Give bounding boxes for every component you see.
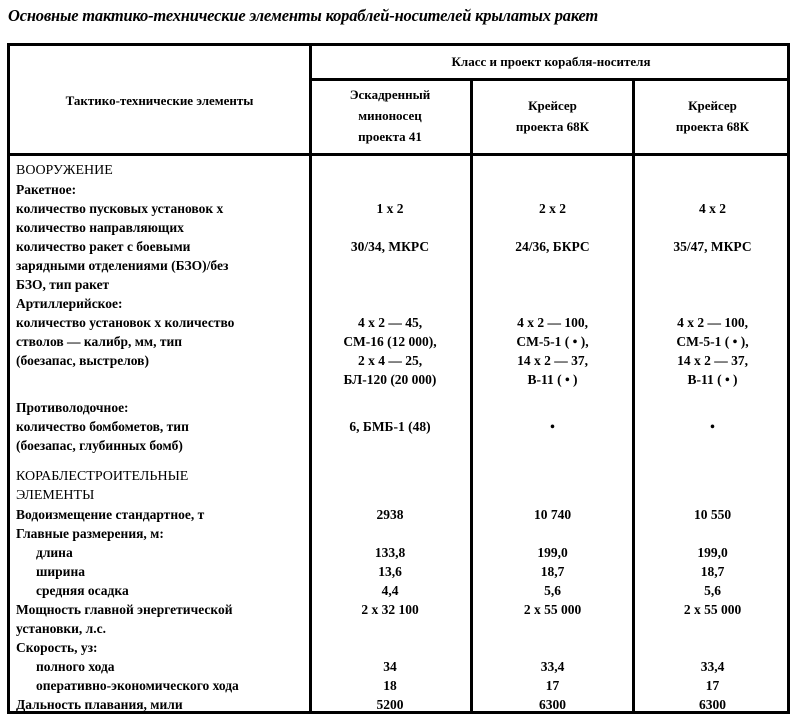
cell-value: 4 х 2 — 45, [357, 315, 423, 330]
row-label: полного хода [36, 659, 115, 674]
header-ship-1 [310, 84, 470, 147]
cell-value: 17 [705, 678, 720, 693]
cell-value: 6, БМБ-1 (48) [349, 419, 431, 434]
row-label: количество ракет с боевыми [16, 239, 191, 254]
row-label: количество направляющих [16, 220, 184, 235]
header-line: проекта 68К [515, 119, 590, 134]
header-elements: Тактико-технические элементы [65, 93, 254, 108]
row-label: оперативно-экономического хода [36, 678, 239, 693]
cell-value: В-11 ( • ) [527, 372, 578, 387]
cell-value: 34 [383, 659, 397, 674]
header-ship-class-group: Класс и проект корабля-носителя [451, 54, 651, 69]
cell-value: 35/47, МКРС [673, 239, 752, 254]
row-label: зарядными отделениями (БЗО)/без [16, 258, 229, 273]
cell-value: 2 х 55 000 [523, 602, 582, 617]
cell-value: 10 550 [693, 507, 732, 522]
cell-value: СМ-5-1 ( • ), [676, 334, 749, 349]
header-line: миноносец [358, 108, 422, 123]
cell-value: 33,4 [540, 659, 565, 674]
document-title: Основные тактико-технические элементы кораблей-носителей крылатых ракет [8, 6, 599, 25]
cell-value: 18,7 [540, 564, 565, 579]
cell-value: • [710, 419, 715, 434]
cell-value: 2938 [376, 507, 404, 522]
row-label: Водоизмещение стандартное, т [16, 507, 205, 522]
cell-value: 2 х 55 000 [683, 602, 742, 617]
cell-value: В-11 ( • ) [687, 372, 738, 387]
cell-value: 199,0 [697, 545, 728, 560]
cell-value: 14 х 2 — 37, [677, 353, 748, 368]
cell-value: 18,7 [700, 564, 725, 579]
cell-value: 199,0 [537, 545, 568, 560]
specs-table [7, 43, 790, 714]
cell-value: СМ-5-1 ( • ), [516, 334, 589, 349]
row-label: средняя осадка [36, 583, 129, 598]
section-heading: КОРАБЛЕСТРОИТЕЛЬНЫЕ [16, 469, 189, 484]
header-bottom-divider [10, 153, 787, 156]
row-label: стволов — калибр, мм, тип [16, 334, 183, 349]
row-label: Дальность плавания, мили [16, 697, 183, 712]
cell-value: 5200 [376, 697, 404, 712]
cell-value: 6300 [699, 697, 726, 712]
header-line: проекта 68К [675, 119, 750, 134]
row-label: установки, л.с. [16, 621, 106, 636]
cell-value: 4 х 2 [699, 201, 726, 216]
cell-value: 2 х 4 — 25, [357, 353, 423, 368]
cell-value: 30/34, МКРС [350, 239, 430, 254]
row-label: длина [36, 545, 73, 560]
header-divider [309, 78, 787, 81]
cell-value: 18 [383, 678, 397, 693]
cell-value: 14 х 2 — 37, [517, 353, 588, 368]
cell-value: 13,6 [378, 564, 402, 579]
row-label: количество установок х количество [16, 315, 235, 330]
header-line: проекта 41 [358, 129, 422, 144]
cell-value: СМ-16 (12 000), [343, 334, 437, 349]
section-heading: ВООРУЖЕНИЕ [16, 163, 113, 178]
cell-value: 4 х 2 — 100, [677, 315, 748, 330]
cell-value: 24/36, БКРС [515, 239, 590, 254]
row-label: Противолодочное: [16, 400, 129, 415]
row-label: Главные размерения, м: [16, 526, 164, 541]
row-label: Скорость, уз: [16, 640, 98, 655]
row-label: количество бомбометов, тип [16, 419, 189, 434]
row-label: (боезапас, выстрелов) [16, 353, 149, 368]
cell-value: 2 х 2 [539, 201, 566, 216]
header-ship-2 [473, 95, 632, 137]
cell-value: 17 [545, 678, 560, 693]
section-heading: ЭЛЕМЕНТЫ [16, 488, 95, 503]
cell-value: 33,4 [700, 659, 725, 674]
row-label: ширина [36, 564, 85, 579]
cell-value: • [550, 419, 555, 434]
cell-value: 6300 [539, 697, 566, 712]
row-label: Артиллерийское: [16, 296, 123, 311]
header-line: Крейсер [688, 98, 737, 113]
row-label: количество пусковых установок х [16, 201, 224, 216]
cell-value: 10 740 [533, 507, 572, 522]
cell-value: 5,6 [704, 583, 721, 598]
header-ship-3 [635, 95, 790, 137]
cell-value: 1 х 2 [376, 201, 404, 216]
cell-value: БЛ-120 (20 000) [343, 372, 437, 387]
header-line: Крейсер [528, 98, 577, 113]
row-label: БЗО, тип ракет [16, 277, 110, 292]
cell-value: 133,8 [374, 545, 406, 560]
row-label: Ракетное: [16, 182, 77, 197]
row-label: Мощность главной энергетической [16, 602, 233, 617]
cell-value: 2 х 32 100 [361, 602, 419, 617]
header-line: Эскадренный [349, 87, 431, 102]
cell-value: 4,4 [381, 583, 399, 598]
cell-value: 5,6 [544, 583, 561, 598]
cell-value: 4 х 2 — 100, [517, 315, 588, 330]
row-label: (боезапас, глубинных бомб) [16, 438, 183, 453]
